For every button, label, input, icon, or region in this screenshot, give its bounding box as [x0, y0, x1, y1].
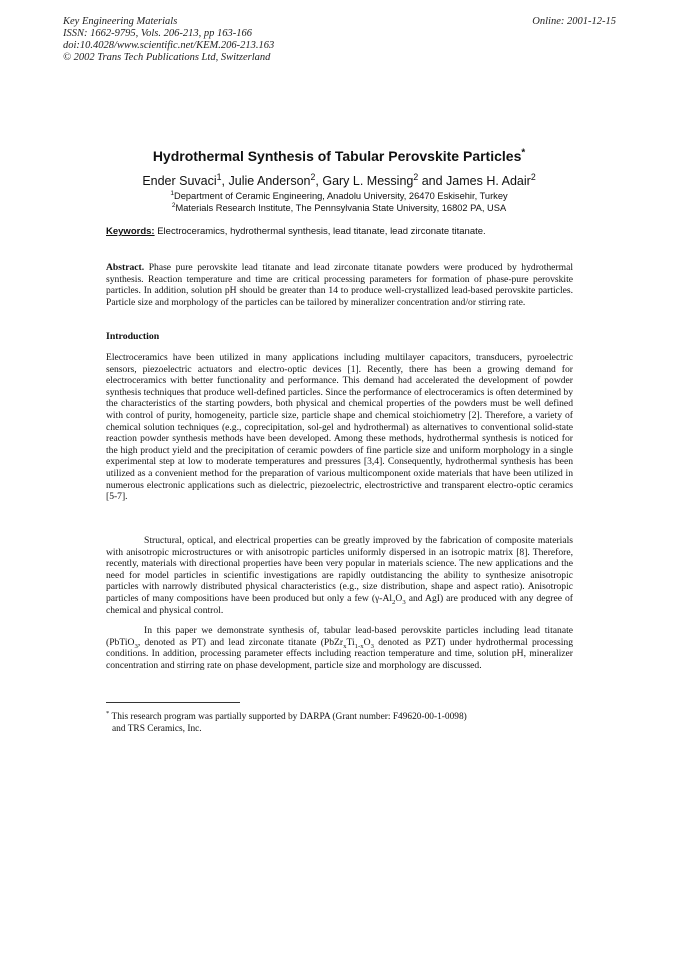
intro-paragraph-1: Electroceramics have been utilized in many applications including multilayer capacitors, transducers, pyroelectric sensors, piezoelectric actuators and electro-optic devices [1]. Recently, there has been a growing demand for electroceramics with better functionality and performance. This demand had accelerated the development of powder synthesis techniques that produce well-defined particles. Since the performance of electroceramics is often determined by the characteristics of the starting powders, both physical and chemical properties of the powders must be well defined with control of purity, homogeneity, particle size, particle shape and chemical stoichiometry [2]. Therefore, a variety of chemical solution techniques (e.g., coprecipitation, sol-gel and hydrothermal) as alternatives to conventional solid-state reaction powder synthesis methods have been developed. Among these methods, hydrothermal synthesis is noticed for the high product yield and the precipitation of ceramic powders of fine particle size and uniform morphology in a single experimental step at low to moderate temperatures and pressures [3,4]. Consequently, hydrothermal synthesis has been utilized as a convenient method for the preparation of various multicomponent oxide materials that have been utilized in numerous electronic applications such as dielectric, piezoelectric, electrostrictive and transparent electro-optic ceramics [5-7]. [106, 352, 573, 503]
title-footnote-mark: * [521, 147, 526, 159]
author-name: Gary L. Messing [322, 174, 414, 188]
keywords-section [106, 226, 573, 238]
footnote-divider [106, 702, 240, 703]
footnote [106, 711, 573, 735]
keywords-label: Keywords: [106, 226, 155, 237]
intro-paragraph-3 [106, 625, 573, 671]
author-affil-mark: 2 [413, 171, 419, 182]
p3-text-b: , denoted as PT) and lead zirconate titanate (PbZr [137, 636, 344, 648]
paper-title-text: Hydrothermal Synthesis of Tabular Perovskite Particles [152, 148, 522, 164]
author-separator: and [418, 174, 447, 188]
p2-text-c: and AgI) are produced with any degree of chemical and physical control. [106, 592, 573, 616]
paper-title [108, 148, 570, 165]
abstract-section [106, 262, 573, 308]
footnote-line-1 [106, 711, 573, 723]
p2-sub: 3 [402, 598, 406, 606]
journal-name: Key Engineering Materials [63, 16, 178, 27]
affiliation-1 [108, 190, 570, 202]
p2-text-a: Structural, optical, and electrical properties can be greatly improved by the fabrication of composite materials with anisotropic microstructures or with anisotropic particles uniformly dispersed in an isotropic matrix [8]. Therefore, recently, materials with directional properties have been very popular in materials science. The new applications and the need for model particles in scientific investigations are rapidly outdistancing the ability to synthesize anisotropic particles with narrowly distributed physical characteristics (e.g., size distribution, shape and aspect ratio). Anisotropic particles of many compositions have been produced but only a few (γ-Al [106, 535, 573, 604]
author-affil-mark: 2 [310, 171, 316, 182]
author-name: Julie Anderson [228, 174, 311, 188]
p3-sub: 1-x [354, 642, 364, 650]
introduction-heading: Introduction [106, 331, 160, 342]
p3-text-e: denoted as PZT) under hydrothermal processing conditions. In addition, processing parameter effects including reaction temperature and time, solution pH, mineralizer concentration and stirring rate on phase development, particle size and morphology are discussed. [106, 636, 574, 671]
keywords-text: Electroceramics, hydrothermal synthesis, lead titanate, lead zirconate titanate. [157, 226, 486, 237]
affil-mark: 2 [171, 201, 176, 209]
author-affil-mark: 1 [216, 171, 222, 182]
p3-sub: 3 [370, 642, 374, 650]
affil-mark: 1 [170, 189, 174, 197]
footnote-text-1: This research program was partially supported by DARPA (Grant number: F49620-00-1-0098) [109, 712, 467, 722]
intro-paragraph-2 [106, 535, 573, 616]
p3-sub: x [343, 642, 347, 650]
affil-text: Department of Ceramic Engineering, Anadolu University, 26470 Eskisehir, Turkey [173, 191, 508, 201]
author-affil-mark: 2 [530, 171, 536, 182]
affiliation-2 [108, 202, 570, 214]
author-name: James H. Adair [446, 174, 531, 188]
author-separator: , [221, 174, 229, 188]
issn-line: ISSN: 1662-9795, Vols. 206-213, pp 163-166 [63, 28, 252, 39]
journal-header [63, 16, 274, 64]
author-separator: , [315, 174, 323, 188]
affil-text: Materials Research Institute, The Pennsylvania State University, 16802 PA, USA [175, 203, 507, 213]
online-date: Online: 2001-12-15 [532, 16, 616, 27]
footnote-line-2: and TRS Ceramics, Inc. [112, 724, 202, 734]
footnote-mark: * [106, 709, 110, 717]
author-list [108, 171, 570, 189]
p2-text-b: O [395, 592, 403, 604]
p3-text-a: In this paper we demonstrate synthesis of, tabular lead-based perovskite particles including lead titanate (PbTiO [106, 625, 573, 648]
p3-text-c: Ti [346, 636, 355, 648]
p2-sub: 2 [392, 598, 396, 606]
doi-line: doi:10.4028/www.scientific.net/KEM.206-213.163 [63, 40, 275, 51]
abstract-text: Phase pure perovskite lead titanate and lead zirconate titanate powders were produced by hydrothermal synthesis. Reaction temperature and time are critical processing parameters for formation of phase-pure perovskite particles. In addition, solution pH should be greater than 14 to produce well-crystallized lead-based perovskite particles. Particle size and morphology of the particles can be tailored by mineralizer concentration and/or stirring rate. [106, 262, 573, 308]
abstract-label: Abstract. [106, 262, 145, 273]
p3-sub: 3 [134, 642, 138, 650]
p3-text-d: O [363, 636, 371, 648]
copyright-line: © 2002 Trans Tech Publications Ltd, Switzerland [63, 52, 271, 63]
author-name: Ender Suvaci [142, 174, 217, 188]
